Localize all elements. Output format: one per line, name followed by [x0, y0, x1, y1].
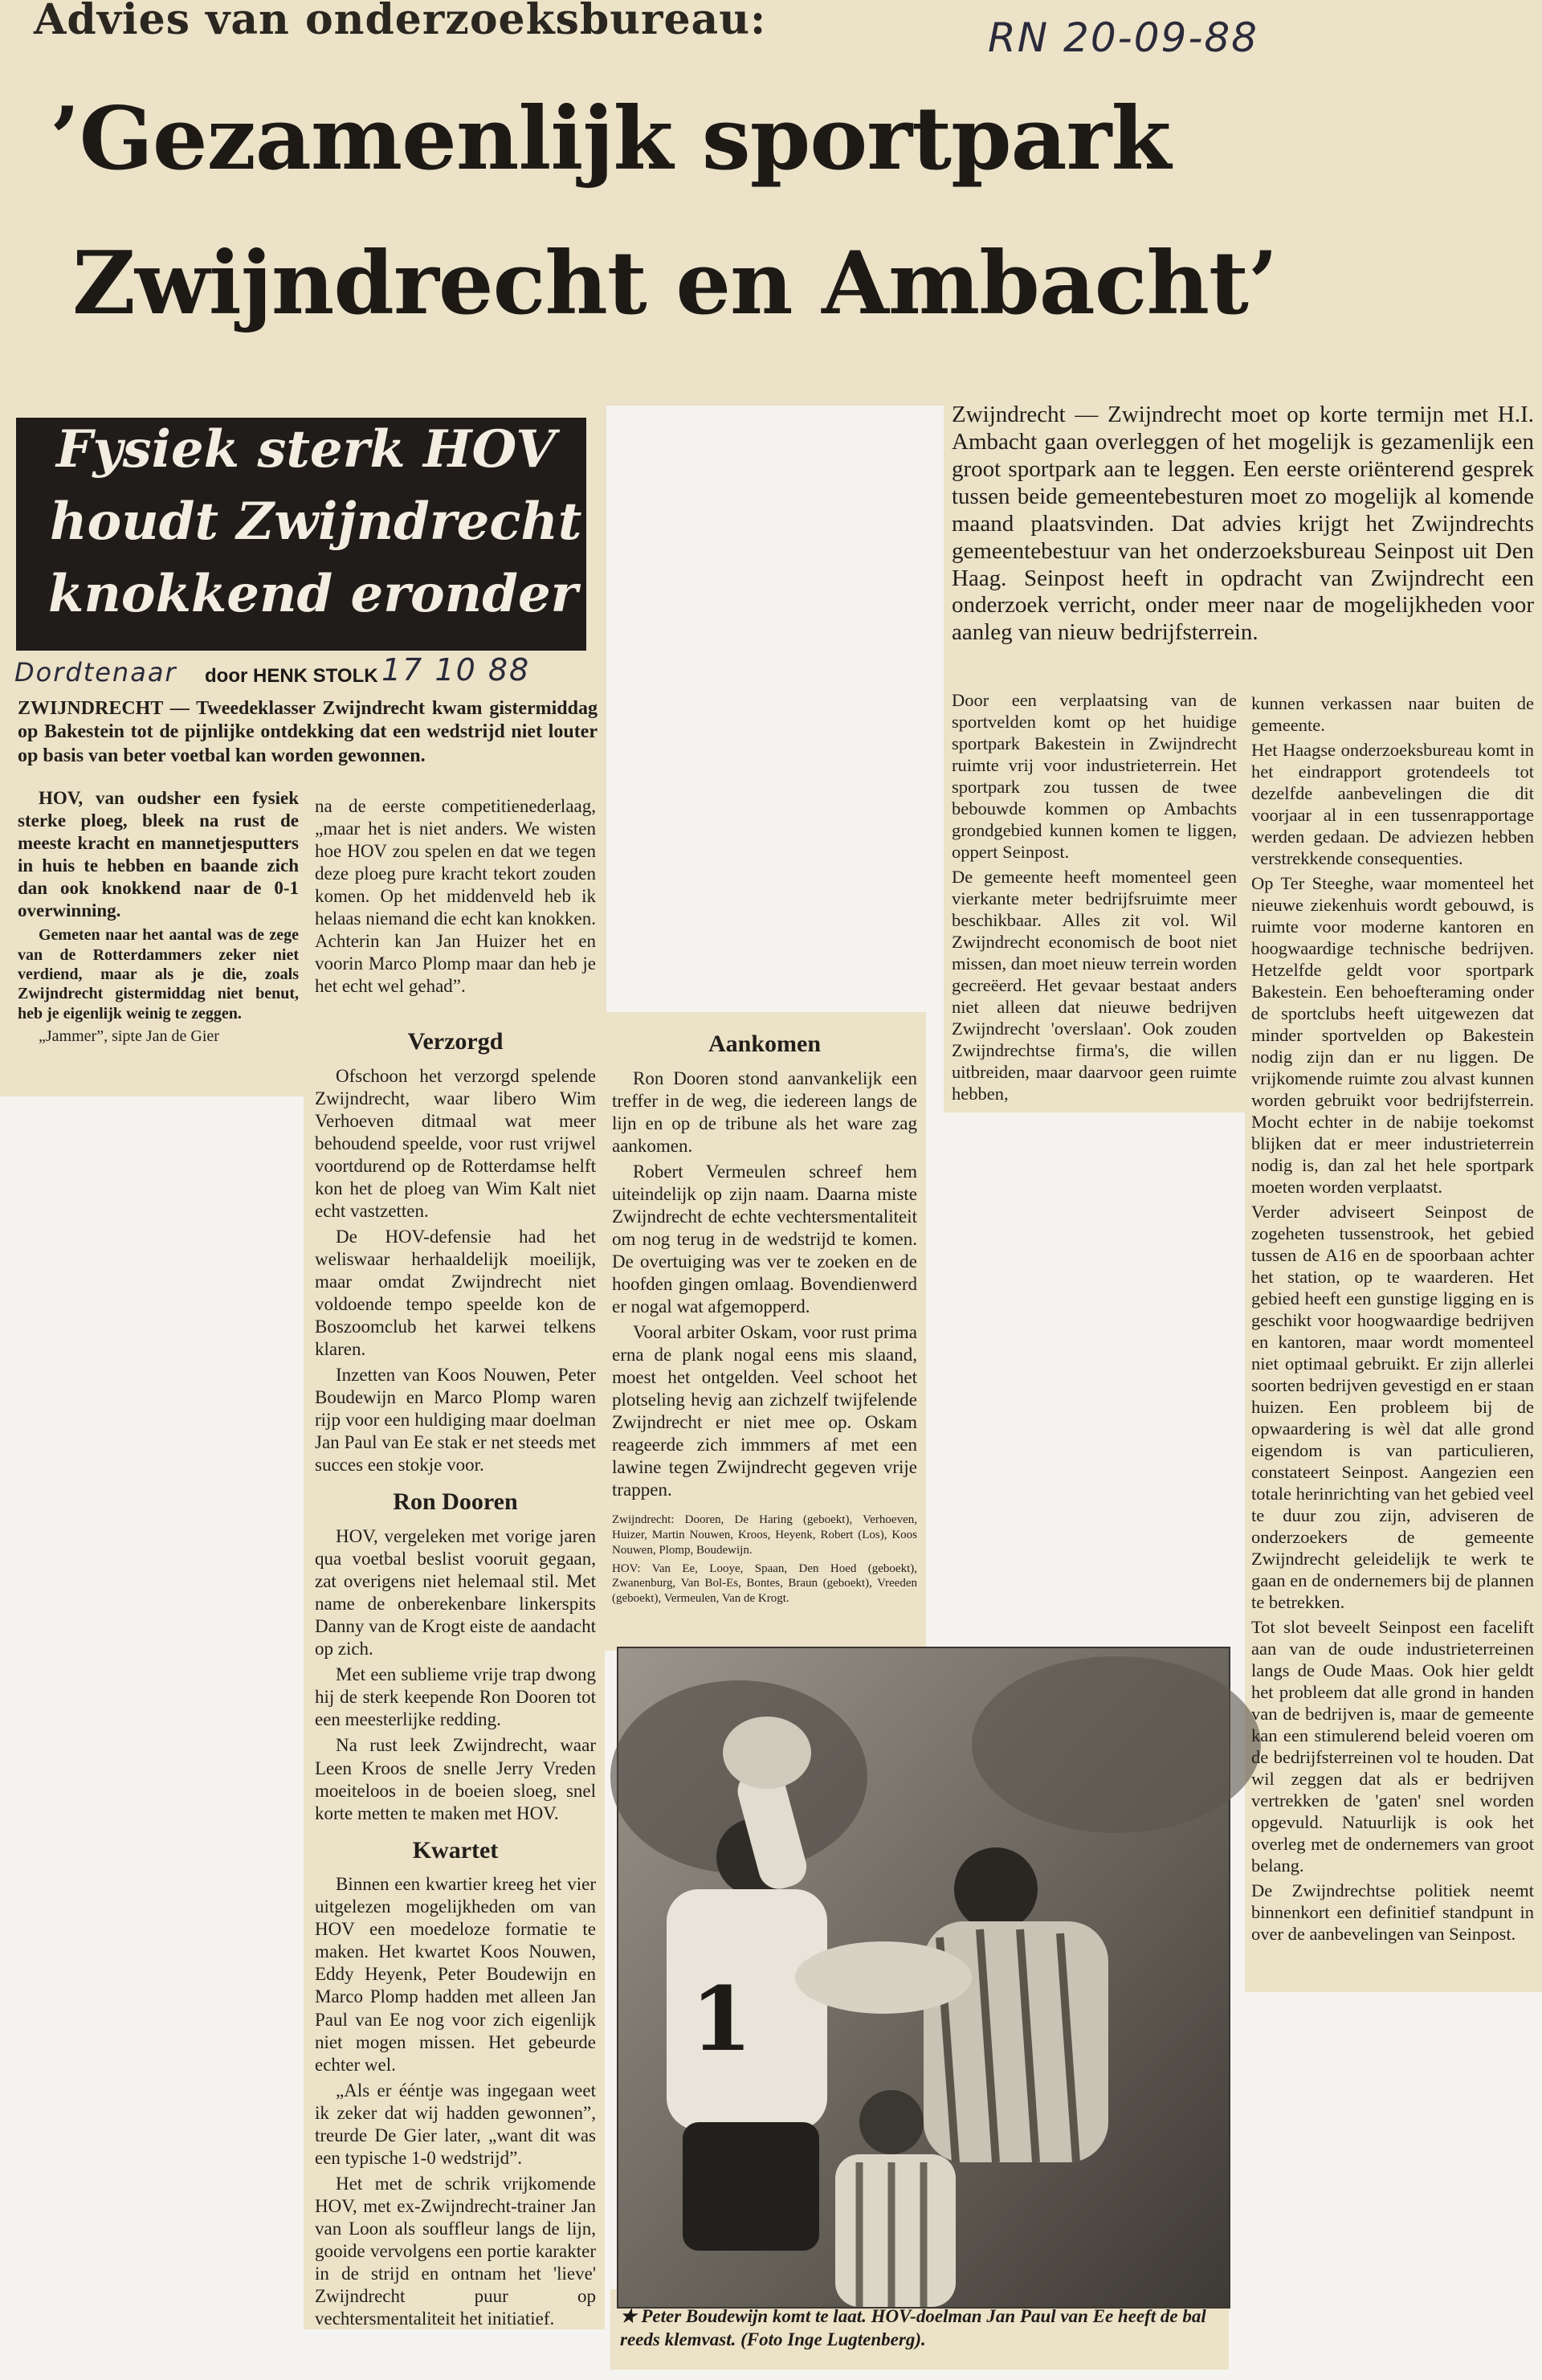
para-c4: HOV, vergeleken met vorige jaren qua voetbal beslist vooruit gegaan, zat overigens niet helemaal stil. Met name de onberekenbare linkerspits Danny van de Krogt eiste de aandacht op zich.: [315, 1526, 596, 1659]
para-c7: Binnen een kwartier kreeg het vier uitgelezen mogelijkheden om van HOV een moedeloze formatie te maken. Het kwartet Koos Nouwen, Eddy Heyenk, Peter Boudewijn en Marco Plomp hadden met alleen Jan Paul van Ee nog voor zich eigenlijk niet mogen missen. Het gebeurde echter wel.: [315, 1874, 596, 2075]
main-headline-line-2: Zwijndrecht en Ambacht’: [72, 233, 1278, 334]
park-left-para-1: Door een verplaatsing van de sportvelden komt op het huidige sportpark Bakestein in Zwijndrecht ruimte vrij voor industrieterrein. Het sportpark zou tussen de twee bebouwde kommen op Ambachts grondgebied kunnen komen te liggen, oppert Seinpost.: [952, 690, 1237, 862]
match-photo-illustration: [618, 1648, 1229, 2307]
sport-headline-line-1: Fysiek sterk HOV: [56, 419, 556, 480]
park-right-para-1: kunnen verkassen naar buiten de gemeente.: [1251, 693, 1534, 735]
para-b1: na de eerste competitienederlaag, „maar het is niet anders. We wisten hoe HOV zou spelen en dat we tegen deze ploeg pure kracht tekort zouden komen. Op het middenveld heb ik helaas niemand die echt kan knokken. Achterin kan Jan Huizer het en voorin Marco Plomp maar dan heb je het echt wel gehad”.: [315, 796, 596, 997]
park-right-para-5: Tot slot beveelt Seinpost een facelift aan van de oude industrieterreinen langs de Oude Maas. Ook hier geldt het probleem dat alle grond in handen van de bedrijven is, maar de gemeente kan een stimulerend beleid voeren om de bedrijfsterreinen vol te houden. Dat wil zeggen dat als er bedrijven vertrekken de 'gaten' snel worden opgevuld. Natuurlijk is ook het overleg met de ondernemers van groot belang.: [1251, 1617, 1534, 1876]
para-c9: Het met de schrik vrijkomende HOV, met ex-Zwijndrecht-trainer Jan van Loon als souffleur langs de lijn, gooide vervolgens een portie karakter in de strijd en ontnam het 'lieve' Zwijndrecht puur op vechtersmentaliteit het initiatief.: [315, 2173, 596, 2329]
park-right-para-3: Op Ter Steeghe, waar momenteel het nieuwe ziekenhuis wordt gebouwd, is ruimte voor moderne kantoren en hoogwaardige technische bedrijven. Hetzelfde geldt voor sportpark Bakestein. Een behoefteraming onder de sportclubs heeft uitgewezen dat minder sportvelden op Bakestein nodig zijn dan er nu liggen. De vrijkomende ruimte zou alvast kunnen worden gebruikt voor bedrijfsterrein. Mocht echter in de nabije toekomst blijken dat er meer industrieterrein nodig is, dan zal het hele sportpark moeten worden verplaatst.: [1251, 873, 1534, 1197]
para-a2: Gemeten naar het aantal was de zege van de Rotterdammers zeker niet verdiend, maar als je die, zoals Zwijndrecht gistermiddag niet benut, heb je eigenlijk weinig te zeggen.: [18, 926, 299, 1023]
subhead-aankomen: Aankomen: [708, 1031, 822, 1057]
para-d2: Robert Vermeulen schreef hem uiteindelijk op zijn naam. Daarna miste Zwijndrecht de echte vechtersmentaliteit om nog terug in de wedstrijd te komen. De overtuiging was ver te zoeken en de hoofden gingen omlaag. Bovendienwerd er nogal wat afgemopperd.: [612, 1161, 917, 1317]
byline: door HENK STOLK: [205, 665, 378, 687]
lineup-hov: HOV: Van Ee, Looye, Spaan, Den Hoed (geboekt), Zwanenburg, Van Bol-Es, Bontes, Braun (geboekt), Vreeden (geboekt), Vermeulen, Van de Krogt.: [612, 1561, 917, 1606]
para-c3: Inzetten van Koos Nouwen, Peter Boudewijn en Marco Plomp waren rijp voor een huldiging maar doelman Jan Paul van Ee stak er net steeds met succes een stokje voor.: [315, 1365, 596, 1476]
para-c5: Met een sublieme vrije trap dwong hij de sterk keepende Ron Dooren tot een meesterlijke redding.: [315, 1664, 596, 1730]
para-c1: Ofschoon het verzorgd spelende Zwijndrecht, waar libero Wim Verhoeven ditmaal wat meer behoudend speelde, voor rust vrijwel voortdurend op de Rotterdamse helft kon het de ploeg van Wim Kalt niet echt vastzetten.: [315, 1065, 596, 1221]
lineup-zwijndrecht: Zwijndrecht: Dooren, De Haring (geboekt), Verhoeven, Huizer, Martin Nouwen, Kroos, Heyenk, Robert (Los), Koos Nouwen, Plomp, Boudewijn.: [612, 1513, 917, 1557]
para-a1: HOV, van oudsher een fysiek sterke ploeg, bleek na rust de meeste kracht en mannetjesputters in huis te hebben en baande zich dan ook knokkend naar de 0-1 overwinning.: [18, 788, 299, 921]
kicker: Advies van onderzoeksbureau:: [34, 0, 767, 44]
para-a3: „Jammer”, sipte Jan de Gier: [39, 1027, 219, 1046]
park-right-para-2: Het Haagse onderzoeksbureau komt in het eindrapport grotendeels tot dezelfde aanbevelingen die dit voorjaar al in een tussenrapportage werden gedaan. De adviezen hebben verstrekkende consequenties.: [1251, 740, 1534, 868]
park-intro: [952, 402, 1534, 691]
para-c2: De HOV-defensie had het weliswaar herhaaldelijk moeilijk, maar omdat Zwijndrecht niet voldoende tempo speelde kon de Boszoomclub het karwei telkens klaren.: [315, 1226, 596, 1360]
park-column-left: [952, 689, 1237, 1107]
handwritten-date-note: RN 20-09-88: [988, 14, 1258, 61]
sport-column-b: [315, 795, 596, 1004]
subhead-ron-dooren: Ron Dooren: [393, 1488, 518, 1516]
park-right-para-6: De Zwijndrechtse politiek neemt binnenkort een definitief standpunt in over de aanbevelingen van Seinpost.: [1251, 1880, 1534, 1944]
sport-column-d: [612, 1019, 917, 1645]
para-d3: Vooral arbiter Oskam, voor rust prima erna de plank nogal eens mis slaand, moest het ontgelden. Veel schoot het plotseling hevig aan zichzelf twijfelende Zwijndrecht er niet mee op. Oskam reageerde zich immmers af met een lawine tegen Zwijndrecht gegeven vrije trappen.: [612, 1322, 917, 1500]
lede-text: ZWIJNDRECHT — Tweedeklasser Zwijndrecht kwam gistermiddag op Bakestein tot de pijnlijke ontdekking dat een wedstrijd niet louter op basis van beter voetbal kan worden gewonnen.: [18, 698, 598, 766]
match-photo: [617, 1647, 1230, 2309]
photo-caption: ★ Peter Boudewijn komt te laat. HOV-doelman Jan Paul van Ee heeft de bal reeds klemvast. (Foto Inge Lugtenberg).: [620, 2306, 1206, 2349]
handwritten-source-note: Dordtenaar: [14, 657, 177, 688]
park-left-para-2: De gemeente heeft momenteel geen vierkante meter bedrijfsruimte meer beschikbaar. Alles zit vol. Wil Zwijndrecht economisch de boot niet missen, dan moet nieuw terrein worden gecreëerd. Het gevaar bestaat anders niet alleen dat nieuwe bedrijven Zwijndrecht 'overslaan'. Ook zouden Zwijndrechtse firma's, die willen uitbreiden, maar daarvoor geen ruimte hebben,: [952, 867, 1237, 1104]
subhead-kwartet: Kwartet: [412, 1836, 499, 1864]
sport-column-a: [18, 787, 299, 1092]
sport-column-c: [315, 1016, 596, 2329]
park-right-para-4: Verder adviseert Seinpost de zogeheten tussenstrook, het gebied tussen de A16 en de spoorbaan achter het station, op te waarderen. Het gebied heeft een gunstige ligging en is geschikt voor hoogwaardige bedrijven en kantoren, maar wordt momenteel niet optimaal gebruikt. Er zijn allerlei soorten bedrijven gevestigd en er staan huizen. Een probleem bij de opwaardering is wèl dat alle grond eigendom is van particulieren, constateert Seinpost. Aangezien een totale herinrichting van het gebied veel te duur zou zijn, adviseren de onderzoekers de gemeente Zwijndrecht geleidelijk te werk te gaan en de ondernemers bij de plannen te betrekken.: [1251, 1202, 1534, 1612]
headline-clipping: [0, 0, 1542, 406]
para-c6: Na rust leek Zwijndrecht, waar Leen Kroos de snelle Jerry Vreden moeiteloos in de boeien sloeg, snel korte metten te maken met HOV.: [315, 1735, 596, 1823]
park-column-right: [1251, 692, 1534, 1986]
handwritten-date-stamp: 17 10 88: [381, 652, 531, 688]
sport-headline-line-3: knokkend eronder: [48, 564, 578, 624]
sport-headline-line-2: houdt Zwijndrecht: [50, 492, 582, 552]
para-c8: „Als er ééntje was ingegaan weet ik zeker dat wij hadden gewonnen”, treurde De Gier later, „want dit was een typische 1-0 wedstrijd”.: [315, 2080, 596, 2168]
main-headline-line-1: ’Gezamenlijk sportpark: [50, 88, 1171, 190]
park-intro-text: Zwijndrecht — Zwijndrecht moet op korte termijn met H.I. Ambacht gaan overleggen of het mogelijk is gezamenlijk een groot sportpark aan te leggen. Een eerste oriënterend gesprek tussen beide gemeentebesturen moet zo mogelijk al komende maand plaatsvinden. Dat advies krijgt het Zwijndrechts gemeentebestuur van het onderzoeksbureau Seinpost uit Den Haag. Seinpost heeft in opdracht van Zwijndrecht een onderzoek verricht, onder meer naar de mogelijkheden voor aanleg van nieuw bedrijfsterrein.: [952, 402, 1534, 646]
para-d1: Ron Dooren stond aanvankelijk een treffer in de weg, die iedereen langs de lijn en op de tribune als het ware zag aankomen.: [612, 1068, 917, 1156]
subhead-verzorgd: Verzorgd: [407, 1028, 504, 1055]
svg-text:1: 1: [691, 1967, 753, 2071]
